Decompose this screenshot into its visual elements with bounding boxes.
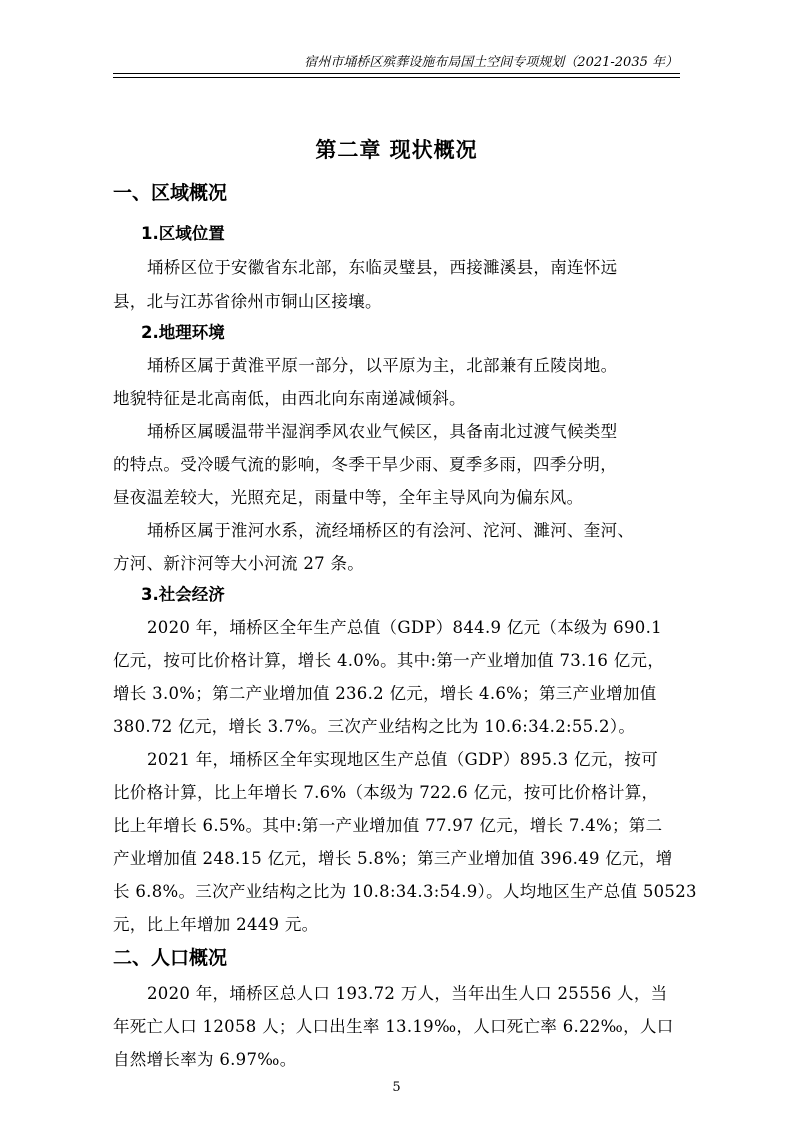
paragraph-line: 2021 年，埇桥区全年实现地区生产总值（GDP）895.3 亿元，按可 <box>147 750 659 769</box>
paragraph-line: 埇桥区属暖温带半湿润季风农业气候区，具备南北过渡气候类型 <box>147 422 618 441</box>
subheading-location: 1.区域位置 <box>141 224 225 243</box>
paragraph-line: 长 6.8%。三次产业结构之比为 10.8:34.3:54.9）。人均地区生产总值 50523 <box>113 882 697 901</box>
paragraph-line: 自然增长率为 6.97‰。 <box>113 1050 297 1069</box>
paragraph-line: 埇桥区属于黄淮平原一部分，以平原为主，北部兼有丘陵岗地。 <box>147 356 618 375</box>
subheading-economy: 3.社会经济 <box>141 585 225 604</box>
header-rule <box>113 73 680 74</box>
paragraph-line: 元，比上年增加 2449 元。 <box>113 915 319 934</box>
paragraph-line: 2020 年，埇桥区全年生产总值（GDP）844.9 亿元（本级为 690.1 <box>147 618 662 637</box>
paragraph-line: 比价格计算，比上年增长 7.6%（本级为 722.6 亿元，按可比价格计算， <box>113 783 659 802</box>
paragraph-line: 增长 3.0%；第二产业增加值 236.2 亿元，增长 4.6%；第三产业增加值 <box>113 684 657 703</box>
paragraph-line: 380.72 亿元，增长 3.7%。三次产业结构之比为 10.6:34.2:55.2）。 <box>113 717 636 736</box>
paragraph-line: 方河、新汴河等大小河流 27 条。 <box>113 554 365 573</box>
paragraph-line: 县，北与江苏省徐州市铜山区接壤。 <box>113 292 382 311</box>
chapter-title: 第二章 现状概况 <box>315 138 478 162</box>
paragraph-line: 地貌特征是北高南低，由西北向东南递减倾斜。 <box>113 389 466 408</box>
paragraph-line: 昼夜温差较大，光照充足，雨量中等，全年主导风向为偏东风。 <box>113 488 584 507</box>
page-number: 5 <box>392 1080 401 1095</box>
paragraph-line: 比上年增长 6.5%。其中:第一产业增加值 77.97 亿元，增长 7.4%；第二 <box>113 816 663 835</box>
paragraph-line: 埇桥区位于安徽省东北部，东临灵璧县，西接濉溪县，南连怀远 <box>147 258 618 277</box>
section-heading-population: 二、人口概况 <box>113 947 228 969</box>
section-heading-region-overview: 一、区域概况 <box>113 182 228 204</box>
running-header: 宿州市埇桥区殡葬设施布局国土空间专项规划（2021-2035 年） <box>304 55 678 70</box>
paragraph-line: 年死亡人口 12058 人；人口出生率 13.19‰，人口死亡率 6.22‰，人口 <box>113 1017 674 1036</box>
paragraph-line: 埇桥区属于淮河水系，流经埇桥区的有浍河、沱河、濉河、奎河、 <box>147 521 635 540</box>
paragraph-line: 亿元，按可比价格计算，增长 4.0%。其中:第一产业增加值 73.16 亿元， <box>113 651 665 670</box>
paragraph-line: 的特点。受冷暖气流的影响，冬季干旱少雨、夏季多雨，四季分明， <box>113 455 617 474</box>
paragraph-line: 产业增加值 248.15 亿元，增长 5.8%；第三产业增加值 396.49 亿元，增 <box>113 849 673 868</box>
paragraph-line: 2020 年，埇桥区总人口 193.72 万人，当年出生人口 25556 人，当 <box>147 984 668 1003</box>
header-rule-thin <box>113 77 680 78</box>
subheading-geography: 2.地理环境 <box>141 323 225 342</box>
